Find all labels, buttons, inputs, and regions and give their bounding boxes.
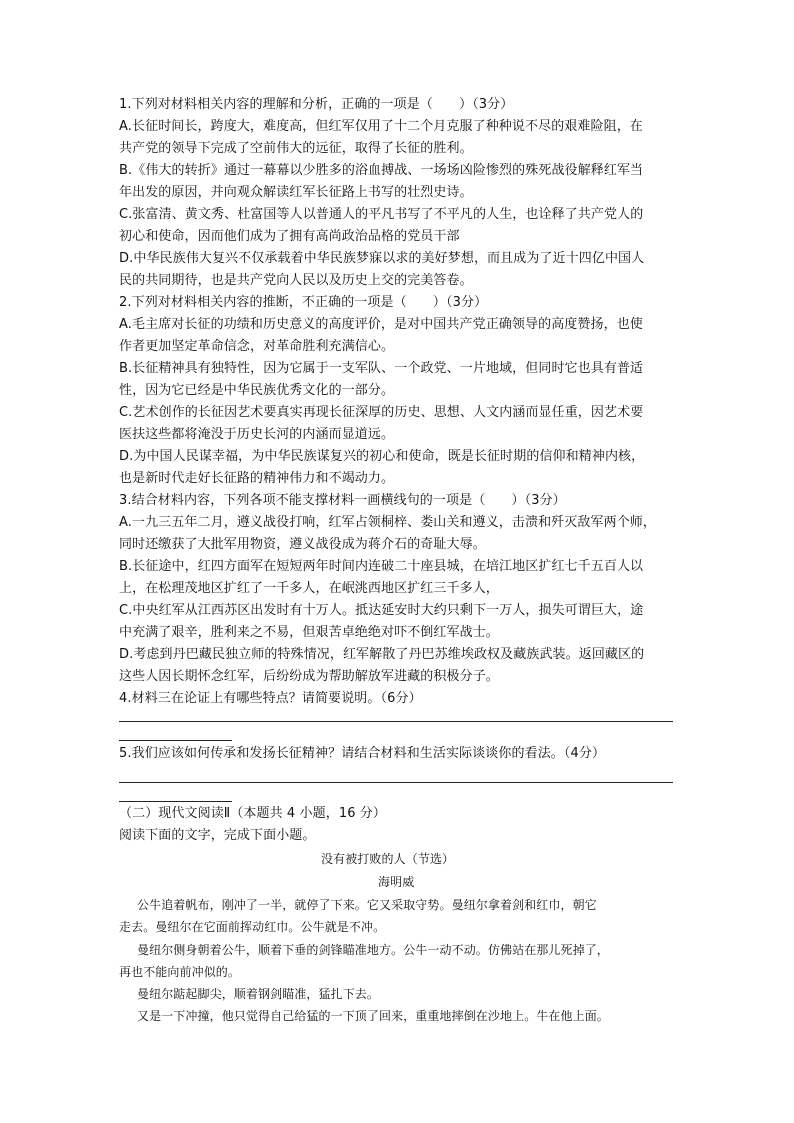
q3-option-d-line1: D.考虑到丹巴藏民独立师的特殊情况，红军解散了丹巴苏维埃政权及藏族武装。返回藏区的 xyxy=(119,647,645,662)
passage-paragraph-2-line2: 再也不能向前冲似的。 xyxy=(119,965,241,979)
q2-option-b-line2: 性，因为它已经是中华民族优秀文化的一部分。 xyxy=(119,383,395,398)
q3-option-c-line2: 中充满了艰辛，胜利来之不易，但艰苦卓绝绝对吓不倒红军战士。 xyxy=(119,625,499,640)
q1-option-b-line1: B.《伟大的转折》通过一幕幕以少胜多的浴血搏战、一场场凶险惨烈的殊死战役解释红军当 xyxy=(119,163,644,178)
q3-option-a-line2: 同时还缴获了大批军用物资，遵义战役成为蒋介石的奇耻大辱。 xyxy=(119,537,486,552)
section-instruction: 阅读下面的文字，完成下面小题。 xyxy=(119,828,316,843)
q3-option-a-line1: A.一九三五年二月，遵义战役打响，红军占领桐梓、娄山关和遵义，击溃和歼灭敌军两个师， xyxy=(119,515,656,530)
passage-paragraph-3: 曼纽尔踮起脚尖，顺着钢剑瞄准，猛扎下去。 xyxy=(137,987,380,1001)
q1-option-c-line2: 初心和使命，因而他们成为了拥有高尚政治品格的党员干部 xyxy=(119,229,460,244)
passage-title: 没有被打败的人（节选） xyxy=(321,852,455,866)
q3-option-b-line2: 上，在松理茂地区扩红了一千多人，在岷洮西地区扩红三千多人， xyxy=(119,581,499,596)
q3-option-d-line2: 这些人因长期怀念红军，后纷纷成为帮助解放军进藏的积极分子。 xyxy=(119,669,499,684)
q5-answer-line-short[interactable] xyxy=(119,801,232,802)
section-heading: （二）现代文阅读Ⅱ（本题共 4 小题，16 分） xyxy=(119,806,387,821)
q1-option-a-line2: 共产党的领导下完成了空前伟大的远征，取得了长征的胜利。 xyxy=(119,141,473,156)
q2-option-c-line2: 医扶这些都将淹没于历史长河的内涵而显道远。 xyxy=(119,427,395,442)
passage-author: 海明威 xyxy=(378,875,415,889)
passage-paragraph-1-line2: 走去。曼纽尔在它面前挥动红巾。公牛就是不冲。 xyxy=(119,920,386,934)
q4-answer-line[interactable] xyxy=(119,721,673,722)
q2-option-a-line1: A.毛主席对长征的功绩和历史意义的高度评价，是对中国共产党正确领导的高度赞扬，也使 xyxy=(119,317,643,332)
q5-stem: 5.我们应该如何传承和发扬长征精神？请结合材料和生活实际谈谈你的看法。（4分） xyxy=(119,746,606,761)
q1-option-d-line1: D.中华民族伟大复兴不仅承载着中华民族梦寐以求的美好梦想，而且成为了近十四亿中国人 xyxy=(119,251,645,266)
passage-paragraph-4: 又是一下冲撞，他只觉得自己给猛的一下顶了回来，重重地摔倒在沙地上。牛在他上面。 xyxy=(137,1009,609,1023)
q1-option-a-line1: A.长征时间长，跨度大，难度高，但红军仅用了十二个月克服了种种说不尽的艰难险阻，在 xyxy=(119,119,643,134)
q5-answer-line[interactable] xyxy=(119,782,673,783)
q2-option-b-line1: B.长征精神具有独特性，因为它属于一支军队、一个政党、一片地域，但同时它也具有普适 xyxy=(119,361,644,376)
q1-option-c-line1: C.张富清、黄文秀、杜富国等人以普通人的平凡书写了不平凡的人生，也诠释了共产党人的 xyxy=(119,207,644,222)
passage-paragraph-1-line1: 公牛追着帆布，刚冲了一半，就停了下来。它又采取守势。曼纽尔拿着剑和红巾，朝它 xyxy=(137,898,597,912)
q1-option-d-line2: 民的共同期待，也是共产党向人民以及历史上交的完美答卷。 xyxy=(119,273,473,288)
q3-stem: 3.结合材料内容，下列各项不能支撑材料一画横线句的一项是（ ）（3分） xyxy=(119,493,566,508)
q3-option-b-line1: B.长征途中，红四方面军在短短两年时间内连破二十座县城，在培江地区扩红七千五百人以 xyxy=(119,559,644,574)
passage-paragraph-2-line1: 曼纽尔侧身朝着公牛，顺着下垂的剑锋瞄准地方。公牛一动不动。仿佛站在那儿死掉了， xyxy=(137,943,609,957)
q3-option-c-line1: C.中央红军从江西苏区出发时有十万人。抵达延安时大约只剩下一万人，损失可谓巨大，途 xyxy=(119,603,644,618)
q2-stem: 2.下列对材料相关内容的推断，不正确的一项是（ ）（3分） xyxy=(119,295,488,310)
q2-option-d-line1: D.为中国人民谋幸福，为中华民族谋复兴的初心和使命，既是长征时期的信仰和精神内核， xyxy=(119,449,645,464)
q2-option-c-line1: C.艺术创作的长征因艺术要真实再现长征深厚的历史、思想、人文内涵而显任重，因艺术要 xyxy=(119,405,644,420)
q2-option-a-line2: 作者更加坚定革命信念，对革命胜利充满信心。 xyxy=(119,339,395,354)
q4-stem: 4.材料三在论证上有哪些特点？请简要说明。（6分） xyxy=(119,691,422,706)
q1-option-b-line2: 年出发的原因，并向观众解读红军长征路上书写的壮烈史诗。 xyxy=(119,185,473,200)
q1-stem: 1.下列对材料相关内容的理解和分析，正确的一项是（ ）（3分） xyxy=(119,97,514,112)
q2-option-d-line2: 也是新时代走好长征路的精神伟力和不竭动力。 xyxy=(119,471,395,486)
q4-answer-line-short[interactable] xyxy=(119,740,232,741)
